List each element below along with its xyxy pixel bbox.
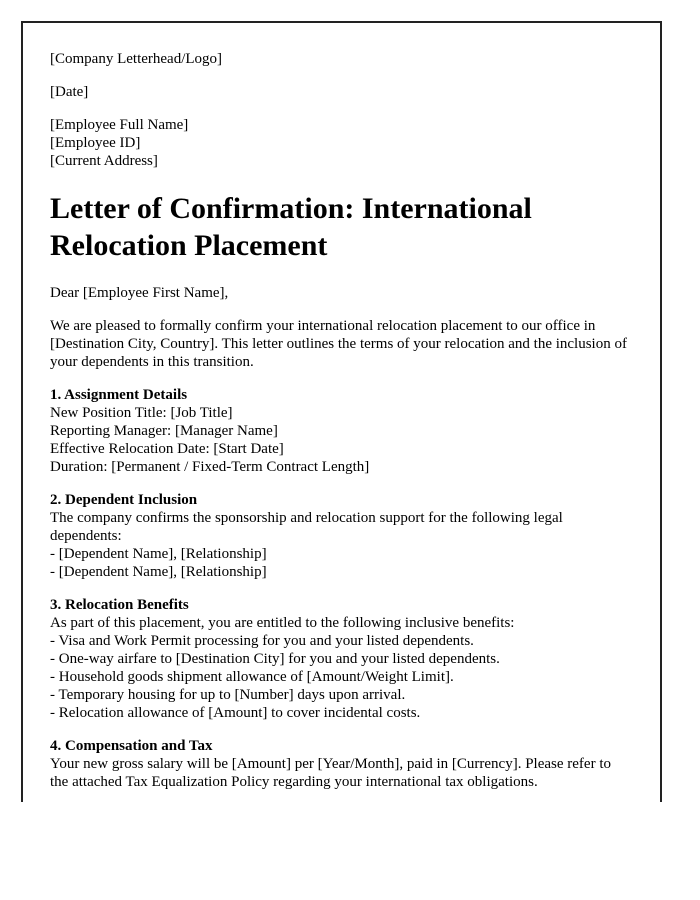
salutation: Dear [Employee First Name], [50, 285, 229, 301]
section-line: - [Dependent Name], [Relationship] [50, 546, 267, 562]
section-compensation-tax [50, 737, 633, 791]
section-line: The company confirms the sponsorship and relocation support for the following legal dependents: [50, 510, 563, 544]
recipient-id-line: [Employee ID] [50, 135, 141, 151]
section-line: Your new gross salary will be [Amount] per [Year/Month], paid in [Currency]. Please refer to the attached Tax Equalization Policy regarding your international tax obligations. [50, 756, 611, 790]
section-heading: 2. Dependent Inclusion [50, 492, 198, 508]
section-line: Effective Relocation Date: [Start Date] [50, 441, 284, 457]
section-heading: 1. Assignment Details [50, 387, 188, 403]
section-heading: 4. Compensation and Tax [50, 738, 213, 754]
section-line: Reporting Manager: [Manager Name] [50, 423, 278, 439]
section-relocation-benefits [50, 596, 633, 722]
section-line: As part of this placement, you are entitled to the following inclusive benefits: [50, 615, 515, 631]
section-heading: 3. Relocation Benefits [50, 597, 189, 613]
section-line: New Position Title: [Job Title] [50, 405, 233, 421]
recipient-name-line: [Employee Full Name] [50, 117, 189, 133]
recipient-address-line: [Current Address] [50, 153, 158, 169]
section-line: - One-way airfare to [Destination City] for you and your listed dependents. [50, 651, 500, 667]
section-line: Duration: [Permanent / Fixed-Term Contract Length] [50, 459, 370, 475]
section-line: - Temporary housing for up to [Number] days upon arrival. [50, 687, 406, 703]
letter-title: Letter of Confirmation: International Relocation Placement [50, 192, 532, 262]
section-line: - Relocation allowance of [Amount] to cover incidental costs. [50, 705, 421, 721]
letter-page [21, 21, 662, 802]
section-line: - [Dependent Name], [Relationship] [50, 564, 267, 580]
intro-paragraph: We are pleased to formally confirm your international relocation placement to our office in [Destination City, Country]. This letter outlines the terms of your relocation and the inclusion of your dependents in this transition. [50, 318, 627, 370]
recipient-address-block [50, 116, 633, 170]
section-assignment-details [50, 386, 633, 476]
letterhead-placeholder: [Company Letterhead/Logo] [50, 51, 223, 67]
section-dependent-inclusion [50, 491, 633, 581]
date-placeholder: [Date] [50, 84, 89, 100]
section-line: - Visa and Work Permit processing for you and your listed dependents. [50, 633, 474, 649]
section-line: - Household goods shipment allowance of [Amount/Weight Limit]. [50, 669, 454, 685]
